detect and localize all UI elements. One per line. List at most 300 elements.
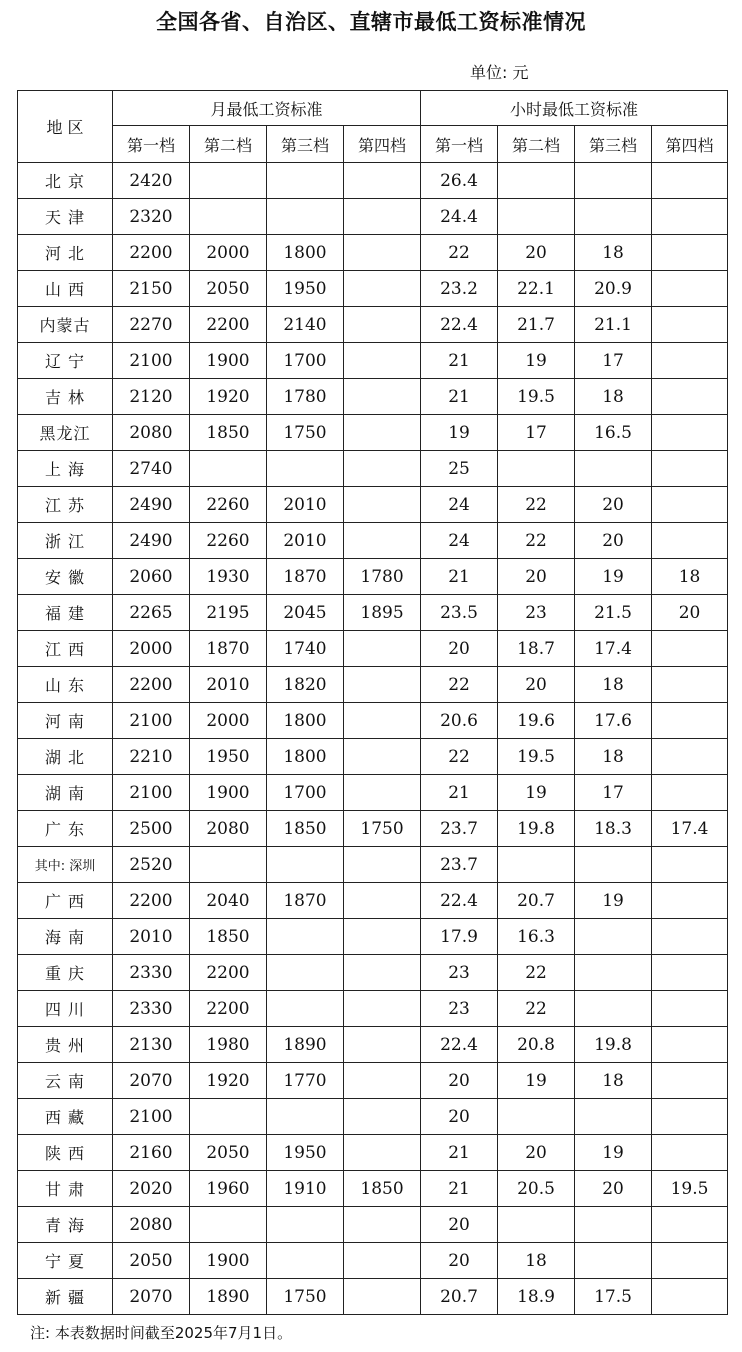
monthly-tier-1-cell: 2210 <box>113 739 190 775</box>
region-cell: 海 南 <box>18 919 113 955</box>
hourly-tier-2-cell: 18.7 <box>498 631 575 667</box>
hourly-tier-4-cell <box>652 1243 728 1279</box>
hourly-tier-1-cell: 21 <box>421 343 498 379</box>
monthly-tier-2-cell: 1980 <box>190 1027 267 1063</box>
monthly-tier-3-cell <box>267 847 344 883</box>
hourly-tier-4-cell <box>652 1099 728 1135</box>
table-row <box>18 1063 728 1099</box>
table-row <box>18 883 728 919</box>
hourly-tier-3-cell: 19 <box>575 883 652 919</box>
hourly-tier-4-cell <box>652 487 728 523</box>
hourly-tier-2-cell <box>498 451 575 487</box>
hourly-tier-4-cell <box>652 955 728 991</box>
hourly-tier-1-cell: 21 <box>421 775 498 811</box>
monthly-tier-1-cell: 2490 <box>113 523 190 559</box>
monthly-tier-2-cell: 2010 <box>190 667 267 703</box>
monthly-tier-2-cell: 2000 <box>190 703 267 739</box>
table-row <box>18 559 728 595</box>
hourly-tier-3-cell <box>575 919 652 955</box>
hourly-tier-4-cell <box>652 883 728 919</box>
monthly-tier-4-cell <box>344 415 421 451</box>
hourly-tier-3-cell <box>575 955 652 991</box>
table-row <box>18 631 728 667</box>
hourly-tier-1-cell: 24 <box>421 523 498 559</box>
hourly-tier-3-cell: 18 <box>575 1063 652 1099</box>
monthly-tier-3-cell: 1800 <box>267 703 344 739</box>
table-row <box>18 739 728 775</box>
region-cell: 贵 州 <box>18 1027 113 1063</box>
monthly-tier-2-cell <box>190 1099 267 1135</box>
region-cell: 上 海 <box>18 451 113 487</box>
hourly-tier-3-cell: 19.8 <box>575 1027 652 1063</box>
table-body <box>18 163 728 1315</box>
monthly-tier-2-cell: 1900 <box>190 343 267 379</box>
hourly-tier-4-cell: 18 <box>652 559 728 595</box>
table-row <box>18 163 728 199</box>
hourly-tier-1-cell: 23 <box>421 955 498 991</box>
monthly-tier-4-cell <box>344 523 421 559</box>
monthly-tier-2-cell: 1920 <box>190 1063 267 1099</box>
monthly-tier-4-cell <box>344 163 421 199</box>
monthly-tier-2-cell <box>190 163 267 199</box>
region-cell: 山 东 <box>18 667 113 703</box>
table-row <box>18 379 728 415</box>
hourly-tier-3-cell <box>575 991 652 1027</box>
table-row <box>18 955 728 991</box>
monthly-tier-2-cell: 2050 <box>190 271 267 307</box>
region-cell: 湖 北 <box>18 739 113 775</box>
table-row <box>18 595 728 631</box>
hourly-tier-1-cell: 21 <box>421 1135 498 1171</box>
table-row <box>18 343 728 379</box>
hourly-tier-2-cell: 17 <box>498 415 575 451</box>
monthly-tier-2-cell: 1920 <box>190 379 267 415</box>
monthly-tier-3-cell: 1890 <box>267 1027 344 1063</box>
hourly-tier-3-cell: 21.1 <box>575 307 652 343</box>
monthly-tier-3-cell: 2010 <box>267 523 344 559</box>
monthly-tier-3-cell <box>267 1099 344 1135</box>
table-row <box>18 991 728 1027</box>
hourly-tier-4-cell <box>652 343 728 379</box>
hourly-tier-2-cell: 20 <box>498 559 575 595</box>
hourly-tier-2-cell: 22.1 <box>498 271 575 307</box>
table-row <box>18 811 728 847</box>
monthly-tier-4-cell <box>344 1099 421 1135</box>
hourly-tier-1-cell: 22 <box>421 739 498 775</box>
monthly-tier-3-cell: 1750 <box>267 1279 344 1315</box>
table-row <box>18 1135 728 1171</box>
hourly-tier-4-cell <box>652 379 728 415</box>
hourly-tier-4-cell <box>652 415 728 451</box>
hourly-tier-1-cell: 21 <box>421 559 498 595</box>
monthly-tier-2-cell: 1950 <box>190 739 267 775</box>
monthly-tier-1-cell: 2150 <box>113 271 190 307</box>
region-cell: 福 建 <box>18 595 113 631</box>
table-row <box>18 1171 728 1207</box>
table-row <box>18 1279 728 1315</box>
monthly-tier-1-cell: 2060 <box>113 559 190 595</box>
monthly-tier-3-cell: 1800 <box>267 235 344 271</box>
hourly-tier-1-cell: 23.7 <box>421 811 498 847</box>
hourly-tier-2-cell: 20.8 <box>498 1027 575 1063</box>
hourly-tier-3-cell <box>575 451 652 487</box>
monthly-tier-4-cell <box>344 847 421 883</box>
hourly-tier-2-cell <box>498 1099 575 1135</box>
monthly-tier-1-cell: 2330 <box>113 991 190 1027</box>
hourly-tier-3-cell <box>575 199 652 235</box>
monthly-tier-4-cell: 1850 <box>344 1171 421 1207</box>
table-row <box>18 667 728 703</box>
monthly-tier-4-cell <box>344 343 421 379</box>
monthly-tier-2-cell: 2200 <box>190 991 267 1027</box>
monthly-tier-2-cell: 1850 <box>190 415 267 451</box>
monthly-tier-4-cell <box>344 1243 421 1279</box>
monthly-tier-1-cell: 2330 <box>113 955 190 991</box>
monthly-tier-4-cell <box>344 1207 421 1243</box>
hourly-tier-1-cell: 26.4 <box>421 163 498 199</box>
monthly-header: 月最低工资标准 <box>113 91 421 126</box>
tier-header: 第三档 <box>267 126 344 163</box>
hourly-tier-2-cell: 19 <box>498 1063 575 1099</box>
hourly-tier-1-cell: 20 <box>421 1207 498 1243</box>
monthly-tier-3-cell <box>267 919 344 955</box>
region-cell: 广 西 <box>18 883 113 919</box>
hourly-tier-2-cell: 19 <box>498 343 575 379</box>
monthly-tier-1-cell: 2265 <box>113 595 190 631</box>
hourly-tier-2-cell: 19.5 <box>498 379 575 415</box>
hourly-tier-2-cell <box>498 199 575 235</box>
monthly-tier-2-cell: 1900 <box>190 775 267 811</box>
monthly-tier-1-cell: 2320 <box>113 199 190 235</box>
table-row <box>18 415 728 451</box>
monthly-tier-4-cell <box>344 919 421 955</box>
table-row <box>18 271 728 307</box>
hourly-tier-3-cell: 18.3 <box>575 811 652 847</box>
hourly-tier-1-cell: 22.4 <box>421 307 498 343</box>
region-cell: 江 苏 <box>18 487 113 523</box>
monthly-tier-4-cell <box>344 739 421 775</box>
hourly-tier-3-cell: 18 <box>575 667 652 703</box>
monthly-tier-3-cell <box>267 991 344 1027</box>
hourly-tier-1-cell: 22 <box>421 667 498 703</box>
hourly-tier-3-cell <box>575 847 652 883</box>
region-cell: 北 京 <box>18 163 113 199</box>
monthly-tier-3-cell <box>267 1243 344 1279</box>
monthly-tier-1-cell: 2010 <box>113 919 190 955</box>
page-title: 全国各省、自治区、直辖市最低工资标准情况 <box>156 10 586 34</box>
region-cell: 陕 西 <box>18 1135 113 1171</box>
hourly-tier-1-cell: 19 <box>421 415 498 451</box>
monthly-tier-4-cell <box>344 235 421 271</box>
monthly-tier-3-cell: 1950 <box>267 271 344 307</box>
monthly-tier-4-cell <box>344 271 421 307</box>
hourly-tier-1-cell: 23.2 <box>421 271 498 307</box>
table-row <box>18 1027 728 1063</box>
monthly-tier-2-cell <box>190 1207 267 1243</box>
monthly-tier-3-cell: 1870 <box>267 883 344 919</box>
monthly-tier-4-cell <box>344 1135 421 1171</box>
monthly-tier-3-cell: 1770 <box>267 1063 344 1099</box>
hourly-tier-4-cell <box>652 271 728 307</box>
hourly-tier-2-cell: 19.5 <box>498 739 575 775</box>
hourly-tier-2-cell: 18.9 <box>498 1279 575 1315</box>
monthly-tier-4-cell <box>344 1279 421 1315</box>
hourly-tier-4-cell <box>652 631 728 667</box>
table-row <box>18 451 728 487</box>
hourly-tier-4-cell: 19.5 <box>652 1171 728 1207</box>
hourly-tier-4-cell <box>652 1279 728 1315</box>
hourly-tier-2-cell: 16.3 <box>498 919 575 955</box>
hourly-tier-1-cell: 23 <box>421 991 498 1027</box>
monthly-tier-1-cell: 2420 <box>113 163 190 199</box>
tier-header: 第一档 <box>113 126 190 163</box>
monthly-tier-2-cell: 2260 <box>190 523 267 559</box>
monthly-tier-2-cell <box>190 847 267 883</box>
hourly-tier-1-cell: 20 <box>421 1099 498 1135</box>
monthly-tier-4-cell <box>344 883 421 919</box>
monthly-tier-3-cell: 2010 <box>267 487 344 523</box>
region-cell: 其中: 深圳 <box>18 847 113 883</box>
monthly-tier-2-cell: 2260 <box>190 487 267 523</box>
hourly-tier-3-cell: 20 <box>575 487 652 523</box>
hourly-tier-4-cell <box>652 1063 728 1099</box>
monthly-tier-3-cell <box>267 451 344 487</box>
header-row-tiers <box>18 126 728 163</box>
hourly-tier-3-cell: 18 <box>575 739 652 775</box>
monthly-tier-2-cell: 1960 <box>190 1171 267 1207</box>
hourly-tier-4-cell <box>652 1207 728 1243</box>
hourly-tier-4-cell <box>652 991 728 1027</box>
hourly-tier-2-cell: 20 <box>498 667 575 703</box>
monthly-tier-2-cell: 1870 <box>190 631 267 667</box>
monthly-tier-2-cell: 1890 <box>190 1279 267 1315</box>
monthly-tier-3-cell: 1700 <box>267 775 344 811</box>
monthly-tier-2-cell: 1930 <box>190 559 267 595</box>
hourly-tier-1-cell: 20 <box>421 1063 498 1099</box>
table-row <box>18 487 728 523</box>
region-cell: 河 北 <box>18 235 113 271</box>
monthly-tier-1-cell: 2200 <box>113 883 190 919</box>
monthly-tier-1-cell: 2100 <box>113 1099 190 1135</box>
hourly-tier-4-cell: 20 <box>652 595 728 631</box>
region-cell: 浙 江 <box>18 523 113 559</box>
region-cell: 青 海 <box>18 1207 113 1243</box>
hourly-tier-1-cell: 22.4 <box>421 883 498 919</box>
table-row <box>18 919 728 955</box>
monthly-tier-3-cell: 1950 <box>267 1135 344 1171</box>
hourly-tier-1-cell: 23.5 <box>421 595 498 631</box>
table-row <box>18 703 728 739</box>
monthly-tier-1-cell: 2000 <box>113 631 190 667</box>
monthly-tier-3-cell: 1780 <box>267 379 344 415</box>
region-cell: 山 西 <box>18 271 113 307</box>
region-cell: 江 西 <box>18 631 113 667</box>
monthly-tier-4-cell <box>344 775 421 811</box>
hourly-tier-3-cell: 20.9 <box>575 271 652 307</box>
monthly-tier-2-cell: 1900 <box>190 1243 267 1279</box>
hourly-tier-3-cell: 17.6 <box>575 703 652 739</box>
hourly-tier-3-cell: 17 <box>575 775 652 811</box>
hourly-tier-2-cell: 19.8 <box>498 811 575 847</box>
region-cell: 辽 宁 <box>18 343 113 379</box>
hourly-tier-1-cell: 23.7 <box>421 847 498 883</box>
monthly-tier-2-cell: 2000 <box>190 235 267 271</box>
table-row <box>18 1207 728 1243</box>
monthly-tier-1-cell: 2080 <box>113 1207 190 1243</box>
hourly-tier-2-cell: 22 <box>498 955 575 991</box>
hourly-tier-2-cell: 22 <box>498 991 575 1027</box>
monthly-tier-1-cell: 2070 <box>113 1063 190 1099</box>
hourly-tier-2-cell: 19 <box>498 775 575 811</box>
monthly-tier-3-cell: 1820 <box>267 667 344 703</box>
region-cell: 湖 南 <box>18 775 113 811</box>
monthly-tier-4-cell <box>344 199 421 235</box>
hourly-tier-4-cell <box>652 307 728 343</box>
hourly-tier-1-cell: 17.9 <box>421 919 498 955</box>
region-header: 地 区 <box>18 91 113 163</box>
monthly-tier-3-cell: 1910 <box>267 1171 344 1207</box>
region-cell: 甘 肃 <box>18 1171 113 1207</box>
region-cell: 新 疆 <box>18 1279 113 1315</box>
hourly-tier-3-cell <box>575 1243 652 1279</box>
header-row-groups <box>18 91 728 126</box>
hourly-tier-2-cell <box>498 1207 575 1243</box>
hourly-tier-3-cell: 17.4 <box>575 631 652 667</box>
monthly-tier-4-cell <box>344 307 421 343</box>
hourly-tier-1-cell: 20 <box>421 1243 498 1279</box>
hourly-tier-4-cell <box>652 1135 728 1171</box>
monthly-tier-2-cell: 2200 <box>190 307 267 343</box>
monthly-tier-2-cell <box>190 451 267 487</box>
monthly-tier-3-cell <box>267 199 344 235</box>
monthly-tier-4-cell <box>344 991 421 1027</box>
monthly-tier-2-cell: 2080 <box>190 811 267 847</box>
region-cell: 广 东 <box>18 811 113 847</box>
hourly-tier-1-cell: 25 <box>421 451 498 487</box>
monthly-tier-4-cell <box>344 631 421 667</box>
monthly-tier-1-cell: 2130 <box>113 1027 190 1063</box>
monthly-tier-1-cell: 2500 <box>113 811 190 847</box>
hourly-tier-2-cell: 22 <box>498 487 575 523</box>
monthly-tier-1-cell: 2200 <box>113 235 190 271</box>
hourly-tier-2-cell: 21.7 <box>498 307 575 343</box>
monthly-tier-1-cell: 2020 <box>113 1171 190 1207</box>
monthly-tier-3-cell: 1700 <box>267 343 344 379</box>
hourly-tier-1-cell: 20 <box>421 631 498 667</box>
hourly-tier-3-cell <box>575 163 652 199</box>
region-cell: 四 川 <box>18 991 113 1027</box>
monthly-tier-1-cell: 2120 <box>113 379 190 415</box>
hourly-tier-1-cell: 24.4 <box>421 199 498 235</box>
monthly-tier-1-cell: 2100 <box>113 703 190 739</box>
hourly-tier-3-cell: 20 <box>575 523 652 559</box>
minimum-wage-table <box>17 90 728 1315</box>
hourly-tier-4-cell <box>652 775 728 811</box>
monthly-tier-4-cell <box>344 1027 421 1063</box>
hourly-tier-3-cell: 17 <box>575 343 652 379</box>
monthly-tier-4-cell: 1895 <box>344 595 421 631</box>
monthly-tier-4-cell <box>344 487 421 523</box>
hourly-tier-2-cell: 23 <box>498 595 575 631</box>
hourly-tier-1-cell: 20.6 <box>421 703 498 739</box>
hourly-tier-2-cell: 18 <box>498 1243 575 1279</box>
hourly-tier-4-cell <box>652 667 728 703</box>
table-row <box>18 1099 728 1135</box>
monthly-tier-4-cell <box>344 1063 421 1099</box>
region-cell: 黑龙江 <box>18 415 113 451</box>
hourly-tier-4-cell <box>652 847 728 883</box>
unit-label: 单位: 元 <box>470 63 529 82</box>
hourly-tier-1-cell: 24 <box>421 487 498 523</box>
table-row <box>18 199 728 235</box>
monthly-tier-3-cell <box>267 163 344 199</box>
hourly-tier-2-cell: 20 <box>498 235 575 271</box>
hourly-tier-4-cell <box>652 451 728 487</box>
monthly-tier-2-cell: 2195 <box>190 595 267 631</box>
hourly-tier-4-cell <box>652 919 728 955</box>
monthly-tier-2-cell: 2200 <box>190 955 267 991</box>
hourly-tier-3-cell <box>575 1099 652 1135</box>
hourly-tier-2-cell: 20 <box>498 1135 575 1171</box>
hourly-tier-2-cell: 20.5 <box>498 1171 575 1207</box>
monthly-tier-3-cell: 1740 <box>267 631 344 667</box>
region-cell: 宁 夏 <box>18 1243 113 1279</box>
monthly-tier-3-cell <box>267 955 344 991</box>
monthly-tier-3-cell: 2140 <box>267 307 344 343</box>
tier-header: 第二档 <box>190 126 267 163</box>
monthly-tier-1-cell: 2520 <box>113 847 190 883</box>
hourly-tier-3-cell: 18 <box>575 379 652 415</box>
hourly-tier-3-cell: 16.5 <box>575 415 652 451</box>
table-row <box>18 523 728 559</box>
region-cell: 内蒙古 <box>18 307 113 343</box>
monthly-tier-4-cell <box>344 451 421 487</box>
hourly-header: 小时最低工资标准 <box>421 91 728 126</box>
monthly-tier-3-cell: 1870 <box>267 559 344 595</box>
tier-header: 第四档 <box>652 126 728 163</box>
monthly-tier-1-cell: 2100 <box>113 343 190 379</box>
tier-header: 第三档 <box>575 126 652 163</box>
hourly-tier-3-cell: 19 <box>575 1135 652 1171</box>
table-row <box>18 847 728 883</box>
hourly-tier-3-cell: 18 <box>575 235 652 271</box>
region-cell: 云 南 <box>18 1063 113 1099</box>
monthly-tier-4-cell: 1750 <box>344 811 421 847</box>
region-cell: 天 津 <box>18 199 113 235</box>
monthly-tier-1-cell: 2200 <box>113 667 190 703</box>
table-row <box>18 1243 728 1279</box>
monthly-tier-1-cell: 2070 <box>113 1279 190 1315</box>
hourly-tier-4-cell <box>652 235 728 271</box>
hourly-tier-3-cell: 19 <box>575 559 652 595</box>
monthly-tier-3-cell: 1850 <box>267 811 344 847</box>
hourly-tier-1-cell: 22 <box>421 235 498 271</box>
hourly-tier-2-cell <box>498 163 575 199</box>
hourly-tier-4-cell <box>652 739 728 775</box>
monthly-tier-2-cell: 2050 <box>190 1135 267 1171</box>
hourly-tier-4-cell: 17.4 <box>652 811 728 847</box>
hourly-tier-3-cell: 20 <box>575 1171 652 1207</box>
table-row <box>18 307 728 343</box>
monthly-tier-4-cell: 1780 <box>344 559 421 595</box>
monthly-tier-1-cell: 2050 <box>113 1243 190 1279</box>
monthly-tier-1-cell: 2490 <box>113 487 190 523</box>
hourly-tier-1-cell: 21 <box>421 1171 498 1207</box>
hourly-tier-4-cell <box>652 199 728 235</box>
hourly-tier-2-cell: 20.7 <box>498 883 575 919</box>
hourly-tier-2-cell <box>498 847 575 883</box>
monthly-tier-4-cell <box>344 667 421 703</box>
